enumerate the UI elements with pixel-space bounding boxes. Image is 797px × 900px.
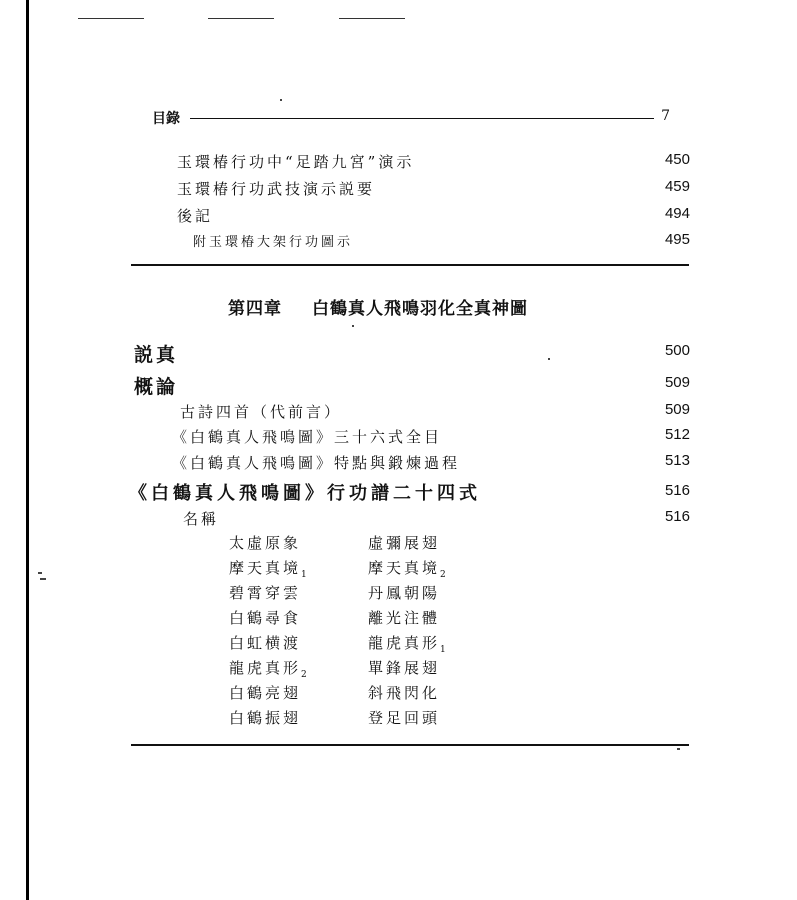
toc-entry: 玉環椿行功武技演示説要 [177,180,376,198]
toc-entry: 後記 [177,207,214,225]
form-name: 白鶴振翅 [229,709,302,727]
form-name: 太虛原象 [229,534,302,552]
toc-page: 512 [664,426,690,443]
top-rule-1 [78,18,144,19]
toc-page: 509 [664,374,690,391]
scan-speck [677,748,680,750]
running-header [152,108,670,128]
header-label: 目錄 [152,111,180,127]
form-name: 白鶴亮翅 [229,684,302,702]
form-name: 登足回頭 [368,709,441,727]
form-name: 龍虎真形$_1$ [368,634,446,655]
form-name: 白虹横渡 [229,634,302,652]
form-name: 單鋒展翅 [368,659,441,677]
toc-entry: 名稱 [183,510,220,528]
toc-entry: 古詩四首（代前言） [180,403,343,421]
toc-page: 513 [664,452,690,469]
form-name: 碧霄穿雲 [229,584,302,602]
toc-section: 概論 [134,376,179,398]
toc-page: 494 [664,205,690,222]
form-name: 白鶴尋食 [229,609,302,627]
toc-page: 516 [664,508,690,525]
scan-speck [352,325,354,327]
page-left-border [26,0,29,900]
toc-entry: 《白鶴真人飛鳴圖》三十六式全目 [172,428,443,446]
toc-entry: 《白鶴真人飛鳴圖》特點與鍛煉過程 [172,454,461,472]
form-name: 摩天真境$_2$ [368,559,446,580]
form-name: 龍虎真形$_2$ [229,659,307,680]
toc-page: 450 [664,151,690,168]
header-page-number: 7 [661,108,670,124]
chapter-number: 第四章 [228,299,282,319]
top-rule-3 [339,18,405,19]
scan-speck [548,358,550,360]
scan-speck [40,578,46,580]
header-rule [190,118,654,119]
section-divider [131,264,689,266]
chapter-title: 白鶴真人飛鳴羽化全真神圖 [312,299,528,319]
toc-page: 495 [664,231,690,248]
toc-page: 459 [664,178,690,195]
scan-speck [280,99,282,101]
form-name: 斜飛閃化 [368,684,441,702]
form-name: 虛彌展翅 [368,534,441,552]
toc-major-entry: 《白鶴真人飛鳴圖》行功譜二十四式 [129,483,481,504]
toc-section: 説真 [134,344,179,366]
top-rule-2 [208,18,274,19]
toc-page: 500 [664,342,690,359]
form-name: 離光注體 [368,609,441,627]
section-divider [131,744,689,746]
toc-page: 509 [664,401,690,418]
form-name: 丹鳳朝陽 [368,584,441,602]
toc-entry: 附玉環椿大架行功圖示 [193,235,354,250]
toc-entry: 玉環椿行功中“足踏九宮”演示 [177,153,415,171]
form-name: 摩天真境$_1$ [229,559,307,580]
toc-page: 516 [664,482,690,499]
scan-speck [38,572,42,574]
chapter-heading [228,294,528,319]
